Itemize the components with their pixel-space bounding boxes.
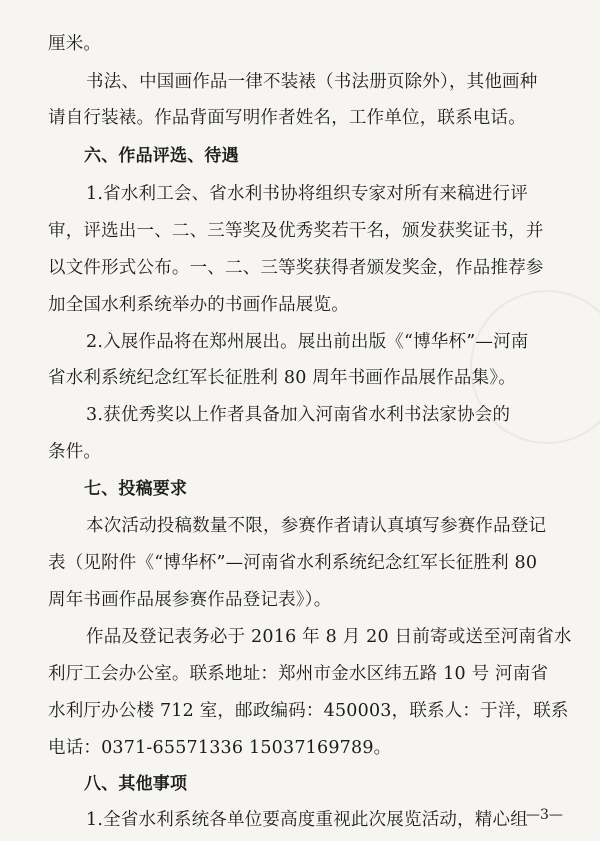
text-line: 加全国水利系统举办的书画作品展览。 <box>48 295 349 315</box>
section-heading: 八、其他事项 <box>84 774 188 794</box>
page-number: —3— <box>526 807 563 823</box>
text-line: 以文件形式公布。一、二、三等奖获得者颁发奖金，作品推荐参 <box>48 258 544 278</box>
section-heading: 七、投稿要求 <box>84 479 188 499</box>
text-line: 请自行装裱。作品背面写明作者姓名，工作单位，联系电话。 <box>48 108 526 128</box>
text-line: 省水利系统纪念红军长征胜利 80 周年书画作品展作品集》。 <box>48 368 516 388</box>
text-line: 水利厅办公楼 712 室，邮政编码：450003，联系人：于洋，联系 <box>48 701 569 721</box>
text-line: 1.省水利工会、省水利书协将组织专家对所有来稿进行评 <box>86 184 528 204</box>
text-line: 本次活动投稿数量不限，参赛作者请认真填写参赛作品登记 <box>86 516 547 536</box>
text-line: 3.获优秀奖以上作者具备加入河南省水利书法家协会的 <box>86 405 511 425</box>
text-line: 条件。 <box>48 442 102 462</box>
text-line: 表（见附件《“博华杯”—河南省水利系统纪念红军长征胜利 80 <box>48 553 538 573</box>
text-line: 1.全省水利系统各单位要高度重视此次展览活动，精心组 <box>86 810 528 830</box>
text-line: 电话：0371-65571336 15037169789。 <box>48 738 392 758</box>
text-line: 利厅工会办公室。联系地址：郑州市金水区纬五路 10 号 河南省 <box>48 664 549 684</box>
text-line: 厘米。 <box>48 34 102 54</box>
text-line: 作品及登记表务必于 2016 年 8 月 20 日前寄或送至河南省水 <box>86 627 572 647</box>
section-heading: 六、作品评选、待遇 <box>84 146 239 166</box>
text-line: 审，评选出一、二、三等奖及优秀奖若干名，颁发获奖证书，并 <box>48 221 544 241</box>
text-line: 书法、中国画作品一律不装裱（书法册页除外），其他画种 <box>86 72 538 92</box>
text-line: 周年书画作品展参赛作品登记表》）。 <box>48 590 332 610</box>
text-line: 2.入展作品将在郑州展出。展出前出版《“博华杯”—河南 <box>86 332 529 352</box>
